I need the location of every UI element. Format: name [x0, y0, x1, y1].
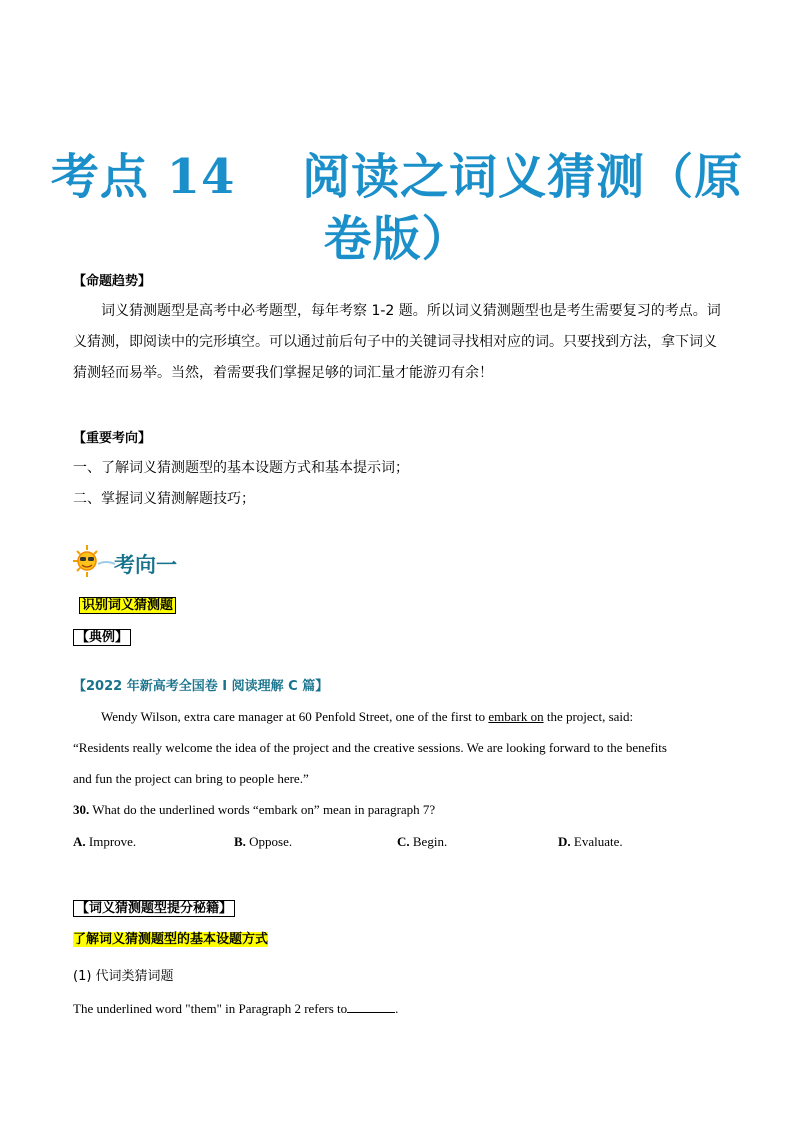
- section1-tag: 识别词义猜测题: [79, 597, 176, 614]
- sample-question-text: The underlined word "them" in Paragraph 2 refers to: [73, 1001, 348, 1016]
- option-a: A. Improve.: [73, 834, 137, 849]
- trend-heading: 【命题趋势】: [73, 274, 152, 289]
- example-question: [73, 802, 435, 818]
- direction-item1: 一、了解词义猜测题型的基本设题方式和基本提示词；: [73, 460, 409, 476]
- example-source: 【2022 年新高考全国卷 I 阅读理解 C 篇】: [73, 679, 329, 694]
- example-paragraph-line2: “Residents really welcome the idea of the project and the creative sessions. We are looking forward to the benefits: [73, 740, 667, 755]
- direction-item2: 二、掌握词义猜测解题技巧；: [73, 491, 255, 507]
- example-paragraph-line1: [101, 709, 633, 725]
- trend-line3: 猜测轻而易举。当然，着需要我们掌握足够的词汇量才能游刃有余！: [73, 365, 493, 381]
- example-label: 【典例】: [73, 629, 131, 646]
- trend-line1: 词义猜测题型是高考中必考题型，每年考察 1-2 题。所以词义猜测题型也是考生需要复习的考点。词: [101, 303, 721, 319]
- sample-question-end: .: [395, 1001, 399, 1016]
- tips-type1: (1) 代词类猜词题: [73, 969, 174, 984]
- tips-sample-question: [73, 1001, 398, 1017]
- option-b: B. Oppose.: [234, 834, 293, 849]
- answer-blank: [347, 1001, 395, 1013]
- option-d: D. Evaluate.: [558, 834, 623, 849]
- question-number: 30.: [73, 802, 90, 817]
- direction-heading: 【重要考向】: [73, 431, 152, 446]
- sun-icon: [72, 544, 116, 578]
- example-underlined-words: embark on: [488, 709, 544, 724]
- tips-subheading: 了解词义猜测题型的基本设题方式: [73, 932, 269, 947]
- example-p1-pre: Wendy Wilson, extra care manager at 60 Penfold Street, one of the first to: [101, 709, 489, 724]
- trend-line2: 义猜测，即阅读中的完形填空。可以通过前后句子中的关键词寻找相对应的词。只要找到方法，拿下词义: [73, 334, 717, 350]
- tips-heading: 【词义猜测题型提分秘籍】: [73, 900, 235, 917]
- question-text: What do the underlined words “embark on” mean in paragraph 7?: [89, 802, 436, 817]
- example-p1-post: the project, said:: [543, 709, 634, 724]
- example-paragraph-line3: and fun the project can bring to people here.”: [73, 771, 309, 786]
- option-c: C. Begin.: [397, 834, 448, 849]
- section1-label: 考向一: [114, 553, 177, 577]
- page-title-line2: 卷版）: [323, 211, 471, 267]
- page-title-line1: 考点 14 阅读之词义猜测（原: [50, 149, 744, 205]
